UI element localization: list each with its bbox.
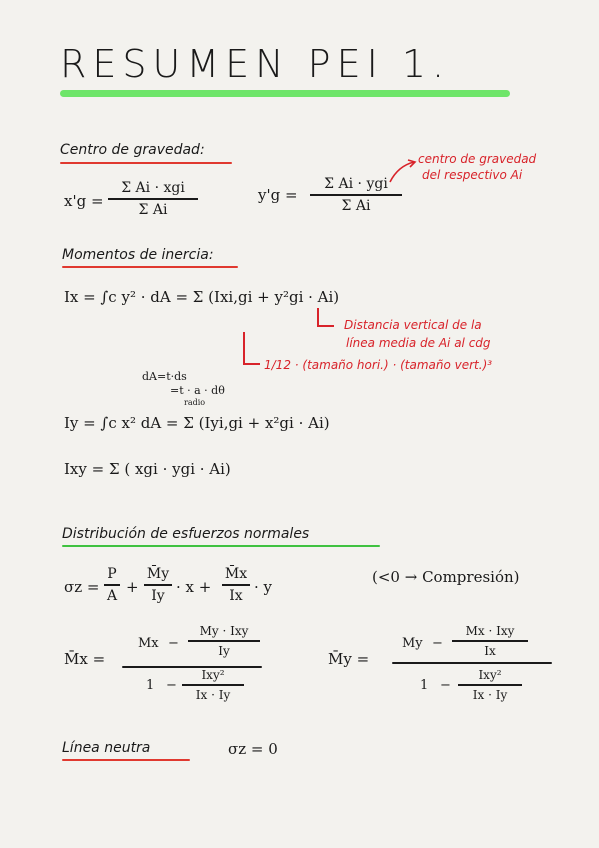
da-note-line2: =t · a · dθ <box>170 384 225 397</box>
mxbar-top-fraction <box>188 624 260 658</box>
centroid-note-line1: centro de gravedad <box>418 152 537 166</box>
centroid-note-line2: del respectivo Ai <box>422 168 523 182</box>
heading-centroid: Centro de gravedad: <box>60 142 205 158</box>
mxbar-top-fraction-num: My · Ixy <box>199 624 249 638</box>
mybar-bot-fraction-den: Ix · Iy <box>472 687 508 702</box>
mybar-top-fraction-num: Mx · Ixy <box>465 624 515 638</box>
mxbar-bot-fraction <box>182 668 244 702</box>
a-denominator: A <box>106 587 118 604</box>
xg-numerator: Σ Ai · xgi <box>121 180 185 196</box>
mxbar-top-fraction-den: Iy <box>218 643 230 658</box>
mxbar-top-a: Mx <box>138 636 159 651</box>
my-over-iy <box>144 566 172 604</box>
mybar-lhs: M̄y = <box>328 650 370 668</box>
ix-formula: Ix = ∫c y² · dA = Σ (Ixi,gi + y²gi · Ai) <box>64 288 340 306</box>
title-highlight <box>60 90 510 97</box>
page-title: RESUMEN PEI 1. <box>60 42 451 86</box>
fraction-bar <box>108 198 198 200</box>
fraction-bar <box>144 584 172 586</box>
mybar-bot-fraction-num: Ixy² <box>478 668 502 682</box>
p-over-a <box>104 566 120 604</box>
yg-denominator: Σ Ai <box>341 197 371 214</box>
sigma-tail: · x + <box>176 578 212 596</box>
mybar-bot-fraction <box>458 668 522 702</box>
xg-denominator: Σ Ai <box>138 201 168 218</box>
xg-lhs: x'g = <box>64 192 104 210</box>
my-numerator: M̄y <box>146 566 170 582</box>
mxbar-bot-minus: − <box>166 678 177 693</box>
mybar-top-minus: − <box>432 636 443 651</box>
heading-inertia-underline <box>62 266 238 268</box>
mxbar-bot-a: 1 <box>146 678 155 693</box>
mybar-bot-minus: − <box>440 678 451 693</box>
heading-stress-underline <box>62 545 380 547</box>
da-note-line1: dA=t·ds <box>142 370 187 383</box>
mybar-bot-a: 1 <box>420 678 429 693</box>
heading-neutral-underline <box>62 759 190 761</box>
ix-denominator: Ix <box>229 587 243 604</box>
fraction-bar <box>452 640 528 642</box>
centroid-note-arrow <box>388 158 418 184</box>
mybar-top-a: My <box>402 636 423 651</box>
fraction-bar <box>310 194 402 196</box>
inertia-note-line1: Distancia vertical de la <box>344 318 482 332</box>
compression-note: (<0 → Compresión) <box>372 568 520 586</box>
da-note-line3: radio <box>184 398 206 407</box>
yg-numerator: Σ Ai · ygi <box>324 176 388 192</box>
mxbar-bot-fraction-num: Ixy² <box>201 668 225 682</box>
sigma-lhs: σz = <box>64 578 100 596</box>
plus-sign: + <box>126 578 139 596</box>
fraction-bar <box>188 640 260 642</box>
mx-numerator: M̄x <box>224 566 248 582</box>
heading-centroid-underline <box>60 162 232 164</box>
heading-stress: Distribución de esfuerzos normales <box>62 526 310 542</box>
iy-formula: Iy = ∫c x² dA = Σ (Iyi,gi + x²gi · Ai) <box>64 414 330 432</box>
sigma-end: · y <box>254 578 273 596</box>
fraction-bar <box>182 684 244 686</box>
mxbar-bot-fraction-den: Ix · Iy <box>195 687 231 702</box>
heading-inertia: Momentos de inercia: <box>62 247 214 263</box>
neutral-formula: σz = 0 <box>228 740 278 758</box>
mybar-top-fraction <box>452 624 528 658</box>
iy-denominator: Iy <box>151 587 165 604</box>
rect-inertia-formula: 1/12 · (tamaño hori.) · (tamaño vert.)³ <box>264 358 493 372</box>
inertia-note-line2: línea media de Ai al cdg <box>346 336 491 350</box>
ixy-formula: Ixy = Σ ( xgi · ygi · Ai) <box>64 460 231 478</box>
fraction-bar <box>222 584 250 586</box>
xg-fraction <box>108 180 198 218</box>
heading-neutral: Línea neutra <box>62 740 151 756</box>
mybar-top-fraction-den: Ix <box>484 643 496 658</box>
mx-over-ix <box>222 566 250 604</box>
mybar-main-bar <box>392 662 552 664</box>
p-numerator: P <box>107 566 117 582</box>
fraction-bar <box>458 684 522 686</box>
mxbar-lhs: M̄x = <box>64 650 106 668</box>
yg-lhs: y'g = <box>258 186 298 204</box>
mxbar-top-minus: − <box>168 636 179 651</box>
fraction-bar <box>104 584 120 586</box>
